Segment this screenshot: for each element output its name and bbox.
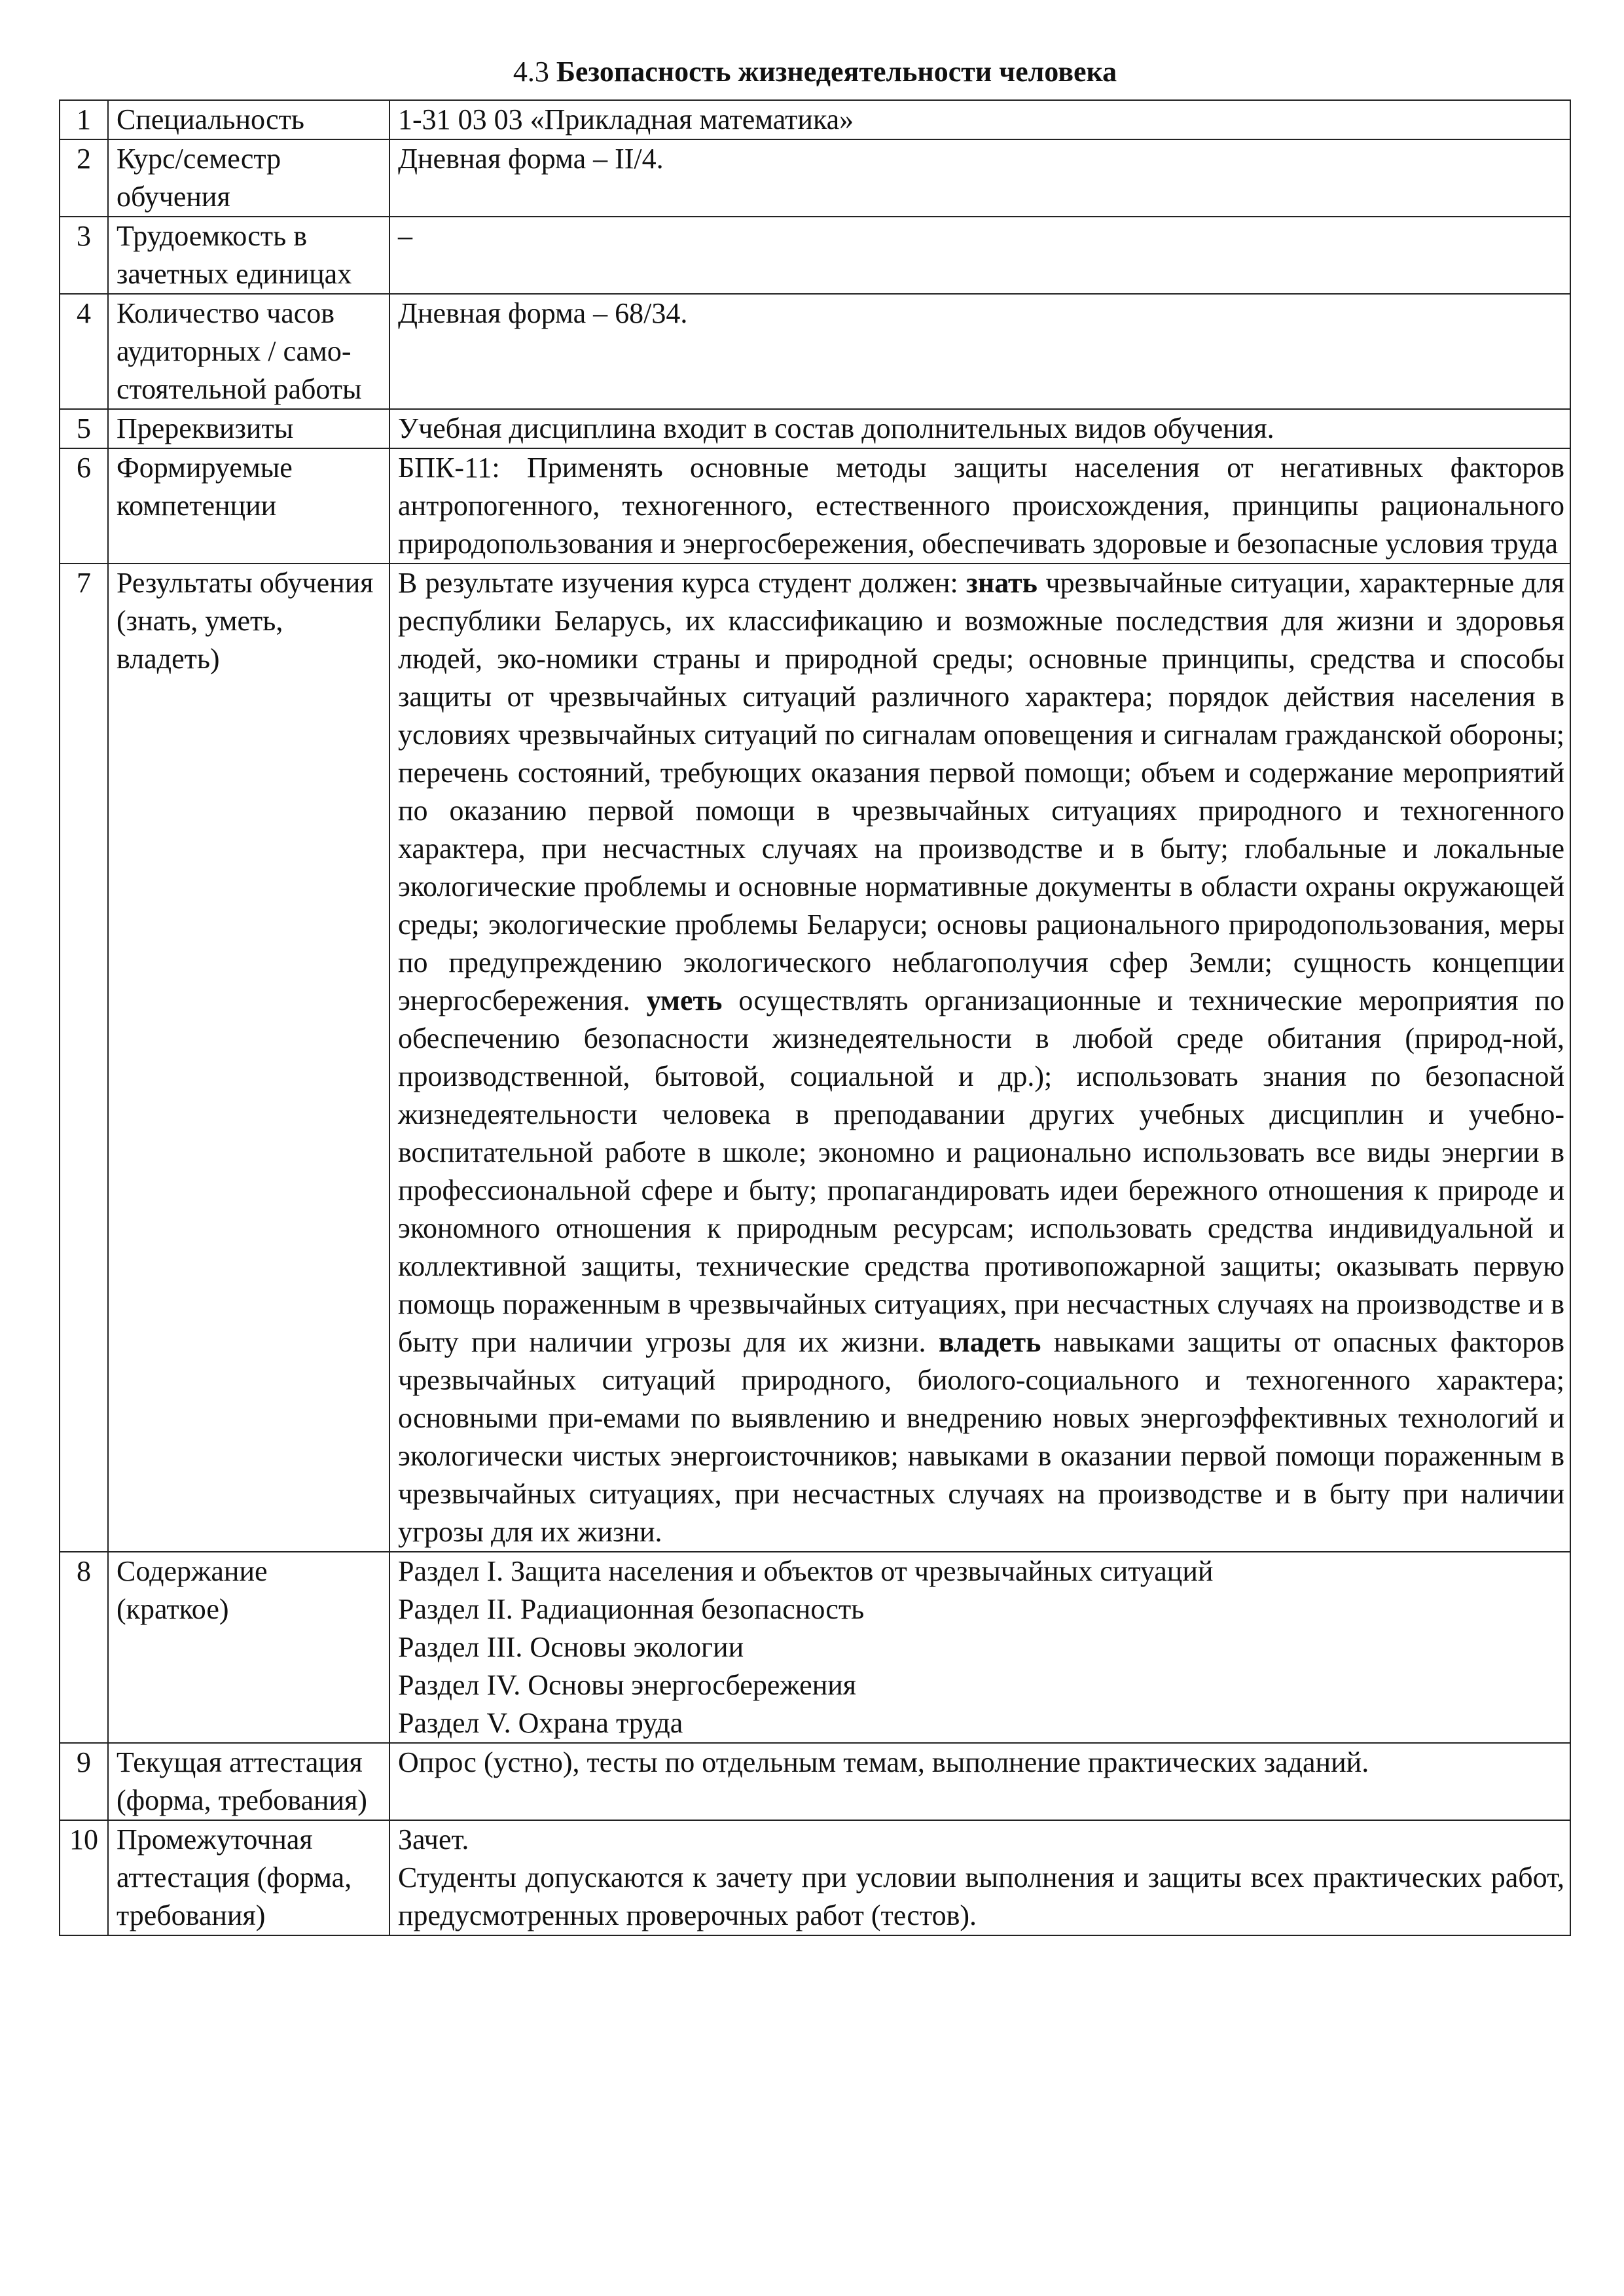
content-sections bbox=[389, 1552, 1570, 1743]
title-number: 4.3 bbox=[513, 56, 556, 88]
document-page bbox=[59, 52, 1571, 1936]
outcomes-intro: В результате изучения курса студент должен: bbox=[398, 567, 967, 599]
row-value: Дневная форма – 68/34. bbox=[389, 294, 1570, 409]
able-text: осуществлять организационные и технические мероприятия по обеспечению безопасности жизнедеятельности в любой среде обитания (природ-ной, производственной, бытовой, социальной и др.); использовать знания по безопасной жизнедеятельности человека в преподавании других учебных дисциплин и учебно-воспитательной работе в школе; экономно и рационально использовать все виды энергии в профессиональной сфере и быту; пропагандировать идеи бережного отношения к природе и экономного отношения к природным ресурсам; использовать средства индивидуальной и коллективной защиты, технические средства противопожарной защиты; оказывать первую помощь пораженным в чрезвычайных ситуациях, при несчастных случаях на производстве и в быту при наличии угрозы для их жизни. bbox=[398, 984, 1564, 1358]
title-text: Безопасность жизнедеятельности человека bbox=[556, 56, 1117, 88]
row-value: Дневная форма – II/4. bbox=[389, 139, 1570, 217]
table-row bbox=[60, 564, 1570, 1552]
row-value: Учебная дисциплина входит в состав дополнительных видов обучения. bbox=[389, 409, 1570, 448]
learning-outcomes bbox=[389, 564, 1570, 1552]
row-number: 1 bbox=[60, 100, 108, 139]
course-info-table bbox=[59, 99, 1571, 1936]
row-number: 10 bbox=[60, 1820, 108, 1935]
row-number: 5 bbox=[60, 409, 108, 448]
table-row bbox=[60, 1820, 1570, 1935]
table-row bbox=[60, 409, 1570, 448]
assessment-type: Зачет. bbox=[398, 1823, 469, 1856]
table-row bbox=[60, 294, 1570, 409]
assessment-requirements: Студенты допускаются к зачету при условии выполнения и защиты всех практических работ, предусмотренных проверочных работ (тестов). bbox=[398, 1861, 1564, 1931]
able-keyword: уметь bbox=[646, 984, 723, 1016]
section-item: Раздел V. Охрана труда bbox=[398, 1707, 683, 1739]
row-label: Текущая аттестация (форма, требования) bbox=[108, 1743, 389, 1820]
row-label: Промежуточная аттестация (форма, требования) bbox=[108, 1820, 389, 1935]
row-number: 9 bbox=[60, 1743, 108, 1820]
row-value: БПК-11: Применять основные методы защиты населения от негативных факторов антропогенного, техногенного, естественного происхождения, принципы рационального природопользования и энергосбережения, обеспечивать здоровые и безопасные условия труда bbox=[389, 448, 1570, 564]
row-value: 1-31 03 03 «Прикладная математика» bbox=[389, 100, 1570, 139]
row-label: Результаты обучения (знать, уметь, владеть) bbox=[108, 564, 389, 1552]
row-label: Специальность bbox=[108, 100, 389, 139]
section-item: Раздел I. Защита населения и объектов от чрезвычайных ситуаций bbox=[398, 1555, 1214, 1587]
row-number: 4 bbox=[60, 294, 108, 409]
row-value: Опрос (устно), тесты по отдельным темам, выполнение практических заданий. bbox=[389, 1743, 1570, 1820]
table-row bbox=[60, 1743, 1570, 1820]
table-row bbox=[60, 217, 1570, 294]
know-text: чрезвычайные ситуации, характерные для республики Беларусь, их классификацию и возможные последствия для жизни и здоровья людей, эко-номики страны и природной среды; основные принципы, средства и способы защиты от чрезвычайных ситуаций различного характера; порядок действия населения в условиях чрезвычайных ситуаций по сигналам оповещения и сигналам гражданской обороны; перечень состояний, требующих оказания первой помощи; объем и содержание мероприятий по оказанию первой помощи в чрезвычайных ситуациях природного и техногенного характера, при несчастных случаях на производстве и в быту; глобальные и локальные экологические проблемы и основные нормативные документы в области охраны окружающей среды; экологические проблемы Беларуси; основы рационального природопользования, меры по предупреждению экологического неблагополучия сфер Земли; сущность концепции энергосбережения. bbox=[398, 567, 1565, 1016]
section-item: Раздел III. Основы экологии bbox=[398, 1631, 744, 1663]
row-label: Количество часов аудиторных / само-стоятельной работы bbox=[108, 294, 389, 409]
row-label: Формируемые компетенции bbox=[108, 448, 389, 564]
section-item: Раздел IV. Основы энергосбережения bbox=[398, 1669, 857, 1701]
row-label: Пререквизиты bbox=[108, 409, 389, 448]
section-item: Раздел II. Радиационная безопасность bbox=[398, 1593, 865, 1625]
table-row bbox=[60, 139, 1570, 217]
row-number: 6 bbox=[60, 448, 108, 564]
own-text: навыками защиты от опасных факторов чрезвычайных ситуаций природного, биолого-социального и техногенного характера; основными при-емами по выявлению и внедрению новых энергоэффективных технологий и экологически чистых энергоисточников; навыками в оказании первой помощи пораженным в чрезвычайных ситуациях, при несчастных случаях на производстве и в быту при наличии угрозы для их жизни. bbox=[398, 1326, 1565, 1548]
row-number: 3 bbox=[60, 217, 108, 294]
row-value bbox=[389, 1820, 1570, 1935]
own-keyword: владеть bbox=[938, 1326, 1041, 1358]
know-keyword: знать bbox=[966, 567, 1038, 599]
row-value: – bbox=[389, 217, 1570, 294]
row-number: 7 bbox=[60, 564, 108, 1552]
table-row bbox=[60, 100, 1570, 139]
row-number: 8 bbox=[60, 1552, 108, 1743]
row-label: Содержание (краткое) bbox=[108, 1552, 389, 1743]
row-label: Трудоемкость в зачетных единицах bbox=[108, 217, 389, 294]
row-label: Курс/семестр обучения bbox=[108, 139, 389, 217]
table-row bbox=[60, 1552, 1570, 1743]
page-title bbox=[59, 52, 1571, 92]
table-row bbox=[60, 448, 1570, 564]
row-number: 2 bbox=[60, 139, 108, 217]
